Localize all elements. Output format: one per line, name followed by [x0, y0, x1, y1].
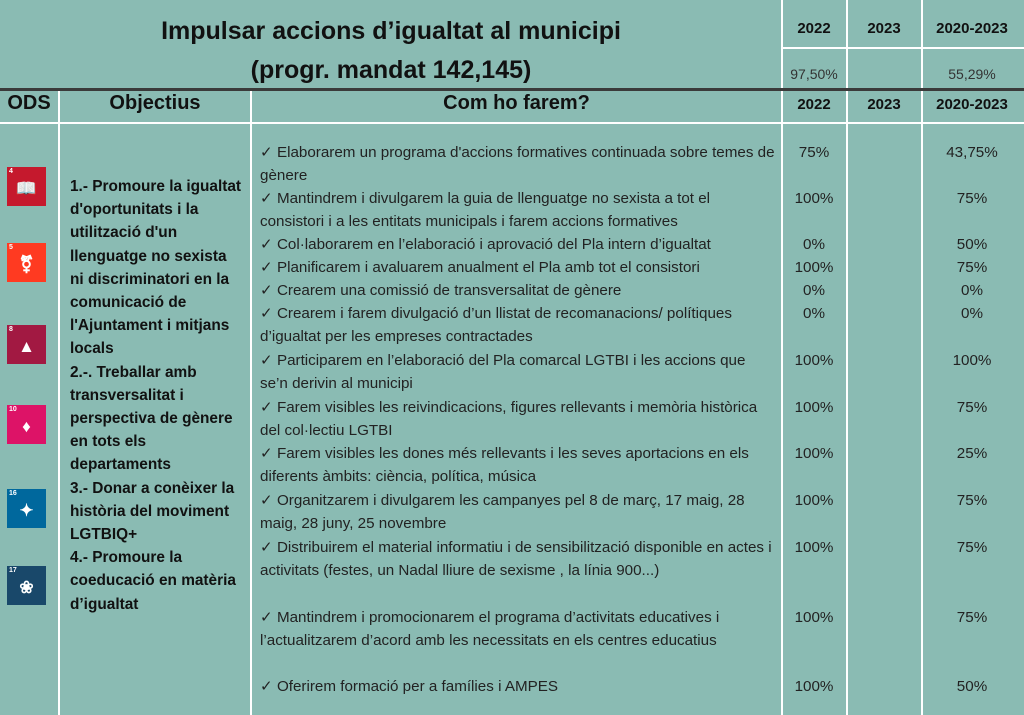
column-header-2023: 2023: [867, 96, 901, 113]
action-value-2022: 75%: [798, 144, 830, 161]
page-title: Impulsar accions d’igualtat al municipi: [161, 17, 621, 45]
column-header-objectius: Objectius: [109, 92, 201, 114]
action-value-2020-2023: 100%: [952, 352, 992, 369]
action-item: ✓ Col·laborarem en l’elaboració i aprovació del Pla intern d’igualtat: [260, 236, 711, 253]
action-item: ✓ Oferirem formació per a famílies i AMPES: [260, 678, 558, 695]
action-value-2020-2023: 0%: [961, 305, 983, 322]
action-value-2020-2023: 75%: [956, 609, 988, 626]
column-header-ods: ODS: [7, 92, 51, 114]
sdg-5-gender-equality-icon: 5 ⚧: [7, 243, 46, 282]
action-value-2020-2023: 75%: [956, 399, 988, 416]
action-value-2022: 100%: [794, 492, 834, 509]
column-header-com: Com ho farem?: [443, 92, 590, 114]
action-value-2022: 100%: [794, 259, 834, 276]
action-value-2022: 0%: [803, 236, 825, 253]
action-value-2020-2023: 25%: [956, 445, 988, 462]
row-divider: [782, 47, 1024, 49]
year-header-2020-2023: 2020-2023: [936, 20, 1008, 37]
action-item: ✓ Crearem una comissió de transversalitat de gènere: [260, 282, 622, 299]
action-item: ✓ Participarem en l’elaboració del Pla comarcal LGTBI i les accions que se’n derivin al municipi: [260, 352, 746, 393]
column-header-2022: 2022: [797, 96, 831, 113]
action-value-2020-2023: 0%: [961, 282, 983, 299]
action-value-2022: 100%: [794, 445, 834, 462]
action-value-2022: 100%: [794, 190, 834, 207]
sdg-10-reduced-inequalities-icon: 10 ♦: [7, 405, 46, 444]
action-value-2020-2023: 75%: [956, 539, 988, 556]
action-item: ✓ Elaborarem un programa d'accions formatives continuada sobre temes de gènere: [260, 144, 775, 185]
action-value-2022: 100%: [794, 539, 834, 556]
action-item: ✓ Mantindrem i divulgarem la guia de llenguatge no sexista a tot el consistori i a les entitats municipals i farem accions formatives: [260, 190, 711, 231]
action-item: ✓ Organitzarem i divulgarem les campanyes pel 8 de març, 17 maig, 28 maig, 28 juny, 25 novembre: [260, 492, 745, 533]
action-item: ✓ Distribuirem el material informatiu i de sensibilització disponible en actes i activitats (festes, un Nadal lliure de sexisme , la línia 900...): [260, 539, 772, 580]
page-subtitle: (progr. mandat 142,145): [250, 56, 532, 84]
action-value-2020-2023: 50%: [956, 236, 988, 253]
action-value-2020-2023: 75%: [956, 259, 988, 276]
action-value-2022: 100%: [794, 399, 834, 416]
action-item: ✓ Farem visibles les dones més rellevants i les seves aportacions en els diferents àmbits: ciència, política, música: [260, 445, 749, 486]
sdg-8-growth-chart-icon: 8 ▲: [7, 325, 46, 364]
action-value-2022: 0%: [803, 305, 825, 322]
total-pct-2020-2023: 55,29%: [948, 66, 996, 82]
action-value-2022: 100%: [794, 678, 834, 695]
year-header-2023: 2023: [867, 20, 901, 37]
action-value-2020-2023: 50%: [956, 678, 988, 695]
column-header-2020-2023: 2020-2023: [936, 96, 1008, 113]
action-item: ✓ Crearem i farem divulgació d’un llistat de recomanacions/ polítiques d’igualtat per les empreses contractades: [260, 305, 732, 346]
action-value-2020-2023: 43,75%: [946, 144, 998, 161]
action-value-2022: 0%: [803, 282, 825, 299]
total-pct-2022: 97,50%: [790, 66, 838, 82]
action-item: ✓ Planificarem i avaluarem anualment el Pla amb tot el consistori: [260, 259, 700, 276]
row-divider: [0, 122, 1024, 124]
objectives-text: 1.- Promoure la igualtat d'oportunitats i la utilització d'un llenguatge no sexista ni discriminatori en la comunicació de l'Ajuntament i mitjans locals 2.-. Treballar amb transversalitat i perspectiva de gènere en tots els departaments 3.- Donar a conèixer la història del moviment LGTBIQ+ 4.- Promoure la coeducació en matèria d’igualtat: [70, 178, 242, 613]
header-divider: [0, 88, 1024, 91]
action-item: ✓ Farem visibles les reivindicacions, figures rellevants i memòria històrica del col·lectiu LGTBI: [260, 399, 758, 440]
action-value-2020-2023: 75%: [956, 190, 988, 207]
action-value-2022: 100%: [794, 609, 834, 626]
year-header-2022: 2022: [797, 20, 831, 37]
column-divider: [250, 90, 252, 715]
sdg-16-dove-icon: 16 ✦: [7, 489, 46, 528]
action-value-2020-2023: 75%: [956, 492, 988, 509]
sdg-17-partnership-icon: 17 ❀: [7, 566, 46, 605]
sdg-4-book-icon: 4 📖: [7, 167, 46, 206]
action-item: ✓ Mantindrem i promocionarem el programa d’activitats educatives i l’actualitzarem d’acord amb les necessitats en els centres educatius: [260, 609, 720, 650]
column-divider: [58, 90, 60, 715]
action-value-2022: 100%: [794, 352, 834, 369]
